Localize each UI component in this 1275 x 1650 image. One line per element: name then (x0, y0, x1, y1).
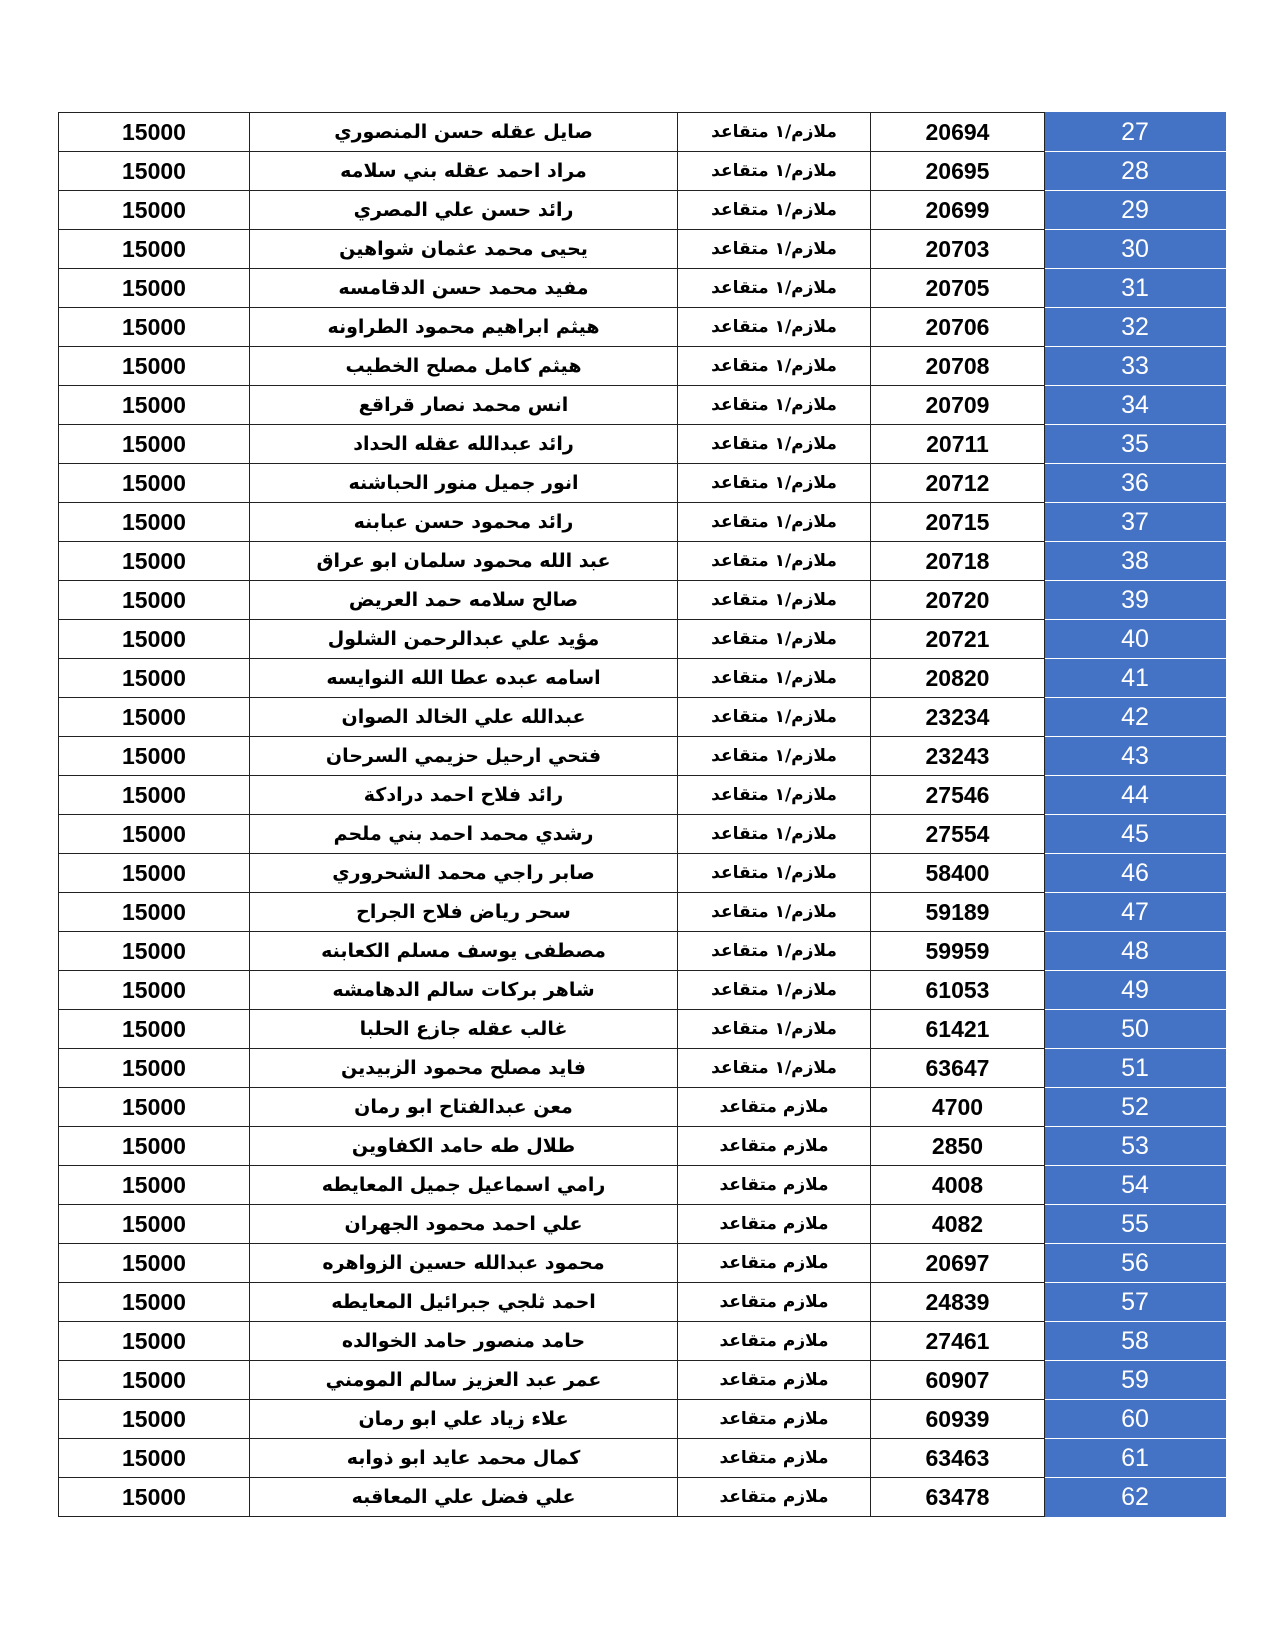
row-index-cell: 29 (1045, 191, 1226, 230)
amount-cell: 15000 (59, 1439, 250, 1478)
id-number-cell: 20715 (871, 503, 1045, 542)
row-index-cell: 62 (1045, 1478, 1226, 1517)
name-cell: صابر راجي محمد الشحروري (250, 854, 678, 893)
table-row (59, 1166, 1226, 1205)
row-index-cell: 31 (1045, 269, 1226, 308)
row-index-cell: 53 (1045, 1127, 1226, 1166)
table-row (59, 191, 1226, 230)
table-row (59, 464, 1226, 503)
rank-cell: ملازم متقاعد (678, 1205, 871, 1244)
name-cell: اسامه عبده عطا الله النوايسه (250, 659, 678, 698)
name-cell: صالح سلامه حمد العريض (250, 581, 678, 620)
row-index-cell: 44 (1045, 776, 1226, 815)
row-index-cell: 61 (1045, 1439, 1226, 1478)
row-index-cell: 50 (1045, 1010, 1226, 1049)
row-index-cell: 47 (1045, 893, 1226, 932)
name-cell: يحيى محمد عثمان شواهين (250, 230, 678, 269)
rank-cell: ملازم/١ متقاعد (678, 347, 871, 386)
id-number-cell: 20721 (871, 620, 1045, 659)
id-number-cell: 4082 (871, 1205, 1045, 1244)
row-index-cell: 37 (1045, 503, 1226, 542)
amount-cell: 15000 (59, 1127, 250, 1166)
amount-cell: 15000 (59, 347, 250, 386)
row-index-cell: 27 (1045, 113, 1226, 152)
rank-cell: ملازم متقاعد (678, 1283, 871, 1322)
row-index-cell: 55 (1045, 1205, 1226, 1244)
name-cell: عمر عبد العزيز سالم المومني (250, 1361, 678, 1400)
amount-cell: 15000 (59, 542, 250, 581)
amount-cell: 15000 (59, 1088, 250, 1127)
amount-cell: 15000 (59, 815, 250, 854)
rank-cell: ملازم/١ متقاعد (678, 698, 871, 737)
rank-cell: ملازم/١ متقاعد (678, 893, 871, 932)
table-row (59, 1322, 1226, 1361)
amount-cell: 15000 (59, 659, 250, 698)
amount-cell: 15000 (59, 1361, 250, 1400)
row-index-cell: 59 (1045, 1361, 1226, 1400)
row-index-cell: 43 (1045, 737, 1226, 776)
id-number-cell: 59189 (871, 893, 1045, 932)
id-number-cell: 20720 (871, 581, 1045, 620)
table-row (59, 620, 1226, 659)
id-number-cell: 4008 (871, 1166, 1045, 1205)
row-index-cell: 38 (1045, 542, 1226, 581)
amount-cell: 15000 (59, 503, 250, 542)
row-index-cell: 46 (1045, 854, 1226, 893)
amount-cell: 15000 (59, 698, 250, 737)
id-number-cell: 60939 (871, 1400, 1045, 1439)
amount-cell: 15000 (59, 581, 250, 620)
amount-cell: 15000 (59, 152, 250, 191)
amount-cell: 15000 (59, 1478, 250, 1517)
table-row (59, 932, 1226, 971)
row-index-cell: 41 (1045, 659, 1226, 698)
row-index-cell: 58 (1045, 1322, 1226, 1361)
name-cell: رائد فلاح احمد درادكة (250, 776, 678, 815)
row-index-cell: 34 (1045, 386, 1226, 425)
table-row (59, 815, 1226, 854)
amount-cell: 15000 (59, 191, 250, 230)
id-number-cell: 27546 (871, 776, 1045, 815)
table-row (59, 737, 1226, 776)
amount-cell: 15000 (59, 1322, 250, 1361)
rank-cell: ملازم/١ متقاعد (678, 542, 871, 581)
id-number-cell: 20820 (871, 659, 1045, 698)
id-number-cell: 20703 (871, 230, 1045, 269)
rank-cell: ملازم متقاعد (678, 1478, 871, 1517)
rank-cell: ملازم متقاعد (678, 1166, 871, 1205)
table-row (59, 347, 1226, 386)
name-cell: مراد احمد عقله بني سلامه (250, 152, 678, 191)
amount-cell: 15000 (59, 425, 250, 464)
rank-cell: ملازم/١ متقاعد (678, 737, 871, 776)
row-index-cell: 30 (1045, 230, 1226, 269)
name-cell: طلال طه حامد الكفاوين (250, 1127, 678, 1166)
name-cell: هيثم ابراهيم محمود الطراونه (250, 308, 678, 347)
id-number-cell: 20694 (871, 113, 1045, 152)
rank-cell: ملازم/١ متقاعد (678, 854, 871, 893)
rank-cell: ملازم/١ متقاعد (678, 308, 871, 347)
table-row (59, 1439, 1226, 1478)
rank-cell: ملازم/١ متقاعد (678, 152, 871, 191)
name-cell: رائد حسن علي المصري (250, 191, 678, 230)
row-index-cell: 32 (1045, 308, 1226, 347)
name-cell: غالب عقله جازع الحلبا (250, 1010, 678, 1049)
amount-cell: 15000 (59, 1400, 250, 1439)
roster-table-body (59, 113, 1226, 1517)
amount-cell: 15000 (59, 1049, 250, 1088)
rank-cell: ملازم/١ متقاعد (678, 971, 871, 1010)
id-number-cell: 20718 (871, 542, 1045, 581)
id-number-cell: 20699 (871, 191, 1045, 230)
id-number-cell: 20695 (871, 152, 1045, 191)
rank-cell: ملازم/١ متقاعد (678, 230, 871, 269)
row-index-cell: 36 (1045, 464, 1226, 503)
table-row (59, 698, 1226, 737)
rank-cell: ملازم/١ متقاعد (678, 620, 871, 659)
id-number-cell: 2850 (871, 1127, 1045, 1166)
rank-cell: ملازم متقاعد (678, 1322, 871, 1361)
id-number-cell: 60907 (871, 1361, 1045, 1400)
id-number-cell: 63463 (871, 1439, 1045, 1478)
id-number-cell: 20706 (871, 308, 1045, 347)
table-row (59, 1244, 1226, 1283)
id-number-cell: 27461 (871, 1322, 1045, 1361)
name-cell: حامد منصور حامد الخوالده (250, 1322, 678, 1361)
amount-cell: 15000 (59, 854, 250, 893)
name-cell: سحر رياض فلاح الجراح (250, 893, 678, 932)
amount-cell: 15000 (59, 386, 250, 425)
table-row (59, 1205, 1226, 1244)
amount-cell: 15000 (59, 1010, 250, 1049)
table-row (59, 893, 1226, 932)
amount-cell: 15000 (59, 230, 250, 269)
amount-cell: 15000 (59, 1244, 250, 1283)
table-row (59, 1010, 1226, 1049)
table-row (59, 1088, 1226, 1127)
amount-cell: 15000 (59, 113, 250, 152)
name-cell: هيثم كامل مصلح الخطيب (250, 347, 678, 386)
rank-cell: ملازم/١ متقاعد (678, 269, 871, 308)
row-index-cell: 57 (1045, 1283, 1226, 1322)
name-cell: رشدي محمد احمد بني ملحم (250, 815, 678, 854)
name-cell: فايد مصلح محمود الزبيدين (250, 1049, 678, 1088)
name-cell: علاء زياد علي ابو رمان (250, 1400, 678, 1439)
name-cell: صايل عقله حسن المنصوري (250, 113, 678, 152)
table-row (59, 1400, 1226, 1439)
table-row (59, 659, 1226, 698)
table-row (59, 1127, 1226, 1166)
row-index-cell: 39 (1045, 581, 1226, 620)
rank-cell: ملازم/١ متقاعد (678, 776, 871, 815)
row-index-cell: 33 (1045, 347, 1226, 386)
amount-cell: 15000 (59, 620, 250, 659)
id-number-cell: 20708 (871, 347, 1045, 386)
name-cell: رامي اسماعيل جميل المعايطه (250, 1166, 678, 1205)
rank-cell: ملازم متقاعد (678, 1127, 871, 1166)
rank-cell: ملازم متقاعد (678, 1400, 871, 1439)
rank-cell: ملازم/١ متقاعد (678, 659, 871, 698)
name-cell: رائد عبدالله عقله الحداد (250, 425, 678, 464)
rank-cell: ملازم/١ متقاعد (678, 932, 871, 971)
row-index-cell: 56 (1045, 1244, 1226, 1283)
id-number-cell: 27554 (871, 815, 1045, 854)
id-number-cell: 59959 (871, 932, 1045, 971)
name-cell: مصطفى يوسف مسلم الكعابنه (250, 932, 678, 971)
amount-cell: 15000 (59, 932, 250, 971)
rank-cell: ملازم متقاعد (678, 1439, 871, 1478)
name-cell: علي فضل علي المعاقبه (250, 1478, 678, 1517)
rank-cell: ملازم/١ متقاعد (678, 113, 871, 152)
rank-cell: ملازم/١ متقاعد (678, 464, 871, 503)
id-number-cell: 20709 (871, 386, 1045, 425)
table-row (59, 308, 1226, 347)
row-index-cell: 28 (1045, 152, 1226, 191)
rank-cell: ملازم/١ متقاعد (678, 503, 871, 542)
amount-cell: 15000 (59, 893, 250, 932)
name-cell: احمد ثلجي جبرائيل المعايطه (250, 1283, 678, 1322)
table-row (59, 113, 1226, 152)
name-cell: عبدالله علي الخالد الصوان (250, 698, 678, 737)
rank-cell: ملازم متقاعد (678, 1361, 871, 1400)
amount-cell: 15000 (59, 1205, 250, 1244)
id-number-cell: 23234 (871, 698, 1045, 737)
rank-cell: ملازم/١ متقاعد (678, 581, 871, 620)
rank-cell: ملازم/١ متقاعد (678, 1010, 871, 1049)
id-number-cell: 20705 (871, 269, 1045, 308)
table-row (59, 1283, 1226, 1322)
name-cell: عبد الله محمود سلمان ابو عراق (250, 542, 678, 581)
rank-cell: ملازم/١ متقاعد (678, 425, 871, 464)
name-cell: علي احمد محمود الجهران (250, 1205, 678, 1244)
table-row (59, 971, 1226, 1010)
amount-cell: 15000 (59, 269, 250, 308)
rank-cell: ملازم متقاعد (678, 1088, 871, 1127)
rank-cell: ملازم/١ متقاعد (678, 1049, 871, 1088)
name-cell: معن عبدالفتاح ابو رمان (250, 1088, 678, 1127)
row-index-cell: 40 (1045, 620, 1226, 659)
row-index-cell: 51 (1045, 1049, 1226, 1088)
amount-cell: 15000 (59, 464, 250, 503)
row-index-cell: 45 (1045, 815, 1226, 854)
table-row (59, 776, 1226, 815)
table-row (59, 854, 1226, 893)
table-row (59, 269, 1226, 308)
row-index-cell: 54 (1045, 1166, 1226, 1205)
table-row (59, 542, 1226, 581)
id-number-cell: 63647 (871, 1049, 1045, 1088)
id-number-cell: 4700 (871, 1088, 1045, 1127)
amount-cell: 15000 (59, 1166, 250, 1205)
table-row (59, 152, 1226, 191)
table-row (59, 1478, 1226, 1517)
rank-cell: ملازم/١ متقاعد (678, 386, 871, 425)
table-row (59, 230, 1226, 269)
amount-cell: 15000 (59, 308, 250, 347)
id-number-cell: 20712 (871, 464, 1045, 503)
id-number-cell: 61421 (871, 1010, 1045, 1049)
name-cell: انور جميل منور الحباشنه (250, 464, 678, 503)
id-number-cell: 20711 (871, 425, 1045, 464)
id-number-cell: 23243 (871, 737, 1045, 776)
name-cell: انس محمد نصار قراقع (250, 386, 678, 425)
rank-cell: ملازم متقاعد (678, 1244, 871, 1283)
name-cell: مؤيد علي عبدالرحمن الشلول (250, 620, 678, 659)
table-row (59, 581, 1226, 620)
id-number-cell: 63478 (871, 1478, 1045, 1517)
row-index-cell: 35 (1045, 425, 1226, 464)
name-cell: رائد محمود حسن عبابنه (250, 503, 678, 542)
name-cell: شاهر بركات سالم الدهامشه (250, 971, 678, 1010)
amount-cell: 15000 (59, 971, 250, 1010)
row-index-cell: 60 (1045, 1400, 1226, 1439)
name-cell: مفيد محمد حسن الدقامسه (250, 269, 678, 308)
table-row (59, 1049, 1226, 1088)
id-number-cell: 58400 (871, 854, 1045, 893)
row-index-cell: 42 (1045, 698, 1226, 737)
rank-cell: ملازم/١ متقاعد (678, 815, 871, 854)
amount-cell: 15000 (59, 737, 250, 776)
id-number-cell: 24839 (871, 1283, 1045, 1322)
table-row (59, 425, 1226, 464)
table-row (59, 503, 1226, 542)
row-index-cell: 52 (1045, 1088, 1226, 1127)
table-row (59, 386, 1226, 425)
name-cell: محمود عبدالله حسين الزواهره (250, 1244, 678, 1283)
row-index-cell: 48 (1045, 932, 1226, 971)
id-number-cell: 20697 (871, 1244, 1045, 1283)
name-cell: فتحي ارحيل حزيمي السرحان (250, 737, 678, 776)
amount-cell: 15000 (59, 1283, 250, 1322)
table-row (59, 1361, 1226, 1400)
roster-table (58, 112, 1226, 1517)
name-cell: كمال محمد عايد ابو ذوابه (250, 1439, 678, 1478)
rank-cell: ملازم/١ متقاعد (678, 191, 871, 230)
row-index-cell: 49 (1045, 971, 1226, 1010)
amount-cell: 15000 (59, 776, 250, 815)
id-number-cell: 61053 (871, 971, 1045, 1010)
